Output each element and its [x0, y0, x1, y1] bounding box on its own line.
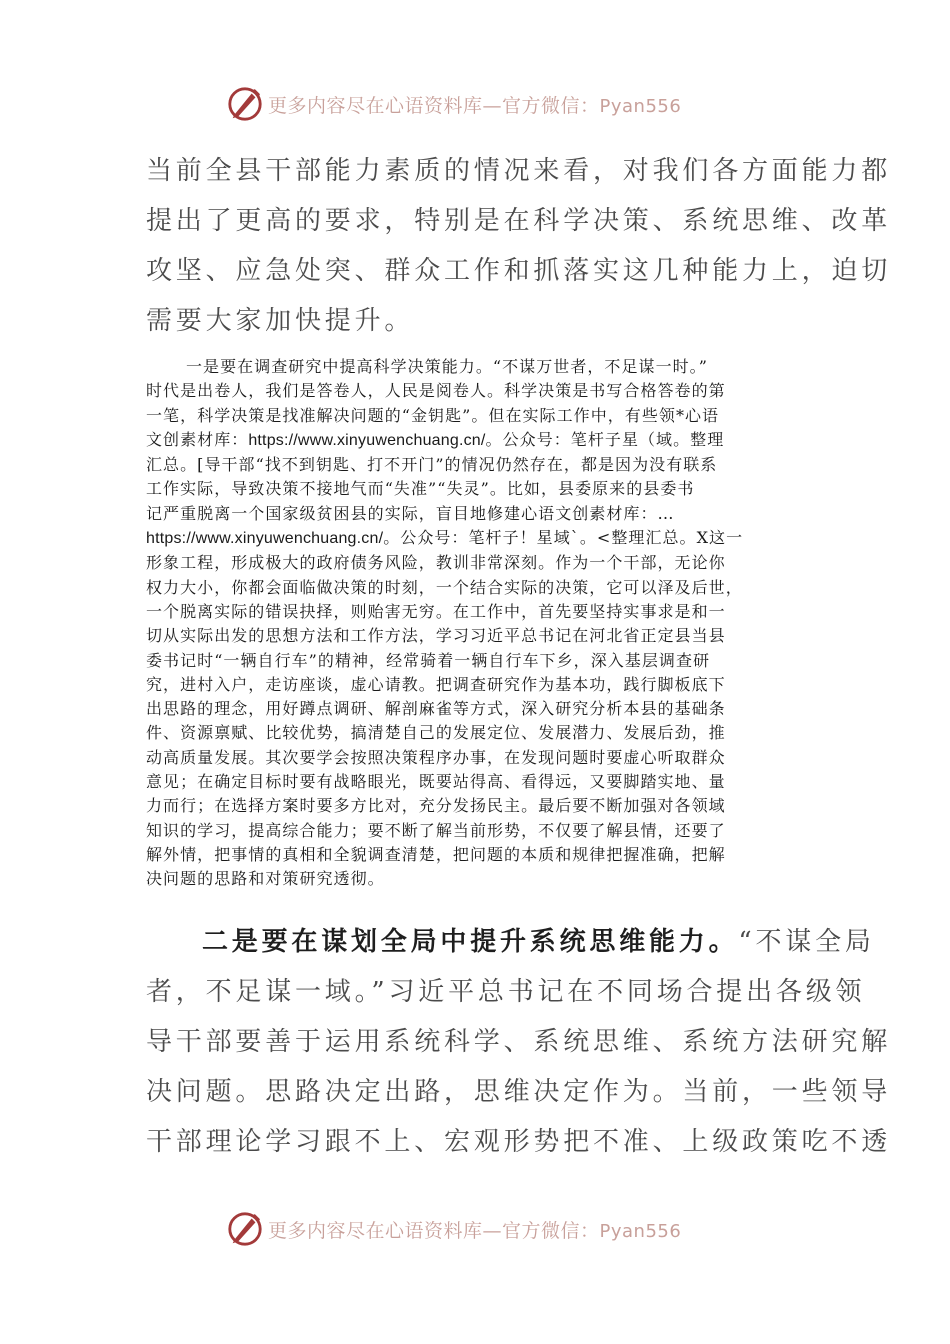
text-line: 力而行；在选择方案时要多方比对，充分发扬民主。最后要不断加强对各领域	[146, 796, 726, 816]
text-line: 汇总。[导干部“找不到钥匙、打不开门”的情况仍然存在，都是因为没有联系	[146, 455, 718, 475]
source-url: https://www.xinyuwenchuang.cn/	[248, 431, 486, 449]
text-line: 究，进村入户，走访座谈，虚心请教。把调查研究作为基本功，践行脚板底下	[146, 674, 726, 694]
text-line: 决问题。思路决定出路，思维决定作为。当前，一些领导	[146, 1077, 892, 1107]
text-line: 出思路的理念，用好蹲点调研、解剖麻雀等方式，深入研究分析本县的基础条	[146, 699, 726, 719]
text-line: 提出了更高的要求，特别是在科学决策、系统思维、改革	[146, 206, 892, 236]
text-line: 意见；在确定目标时要有战略眼光，既要站得高、看得远，又要脚踏实地、量	[146, 772, 726, 792]
text-line: 动高质量发展。其次要学会按照决策程序办事，在发现问题时要虚心听取群众	[146, 747, 726, 767]
pen-logo-icon	[226, 1210, 264, 1248]
text-line: 知识的学习，提高综合能力；要不断了解当前形势，不仅要了解县情，还要了	[146, 820, 726, 840]
text-line: 二是要在谋划全局中提升系统思维能力。“不谋全局	[202, 927, 875, 957]
paragraph-intro	[146, 146, 892, 346]
text-line: 需要大家加快提升。	[146, 306, 415, 336]
text-line: 导干部要善于运用系统科学、系统思维、系统方法研究解	[146, 1027, 892, 1057]
text-line: 记严重脱离一个国家级贫困县的实际，盲目地修建心语文创素材库：…	[146, 503, 675, 523]
text-line: 件、资源禀赋、比较优势，搞清楚自己的发展定位、发展潜力、发展后劲，推	[146, 723, 726, 743]
text-line: 文创素材库：https://www.xinyuwenchuang.cn/。公众号：笔杆子星（域。整理	[146, 429, 725, 449]
pen-logo-icon	[226, 85, 264, 123]
watermark-banner-bottom	[226, 1209, 726, 1249]
text-line: 一个脱离实际的错误抉择，则贻害无穷。在工作中，首先要坚持实事求是和一	[146, 601, 726, 621]
text-line: 一是要在调查研究中提高科学决策能力。“不谋万世者，不足谋一时。”	[186, 357, 708, 376]
paragraph-scientific-decision	[146, 355, 808, 892]
text-line: 决问题的思路和对策研究透彻。	[146, 869, 385, 889]
text-line: 一笔，科学决策是找准解决问题的“金钥匙”。但在实际工作中，有些领*心语	[146, 405, 720, 425]
text-line: https://www.xinyuwenchuang.cn/。公众号：笔杆子！星域`。<整理汇总。X这一	[146, 528, 744, 548]
text-line: 攻坚、应急处突、群众工作和抓落实这几种能力上，迫切	[146, 256, 892, 286]
watermark-text: 更多内容尽在心语资料库—官方微信：Pyan556	[268, 94, 682, 117]
text-line: 权力大小，你都会面临做决策的时刻，一个结合实际的决策，它可以泽及后世，	[146, 577, 743, 597]
source-url: https://www.xinyuwenchuang.cn/	[146, 530, 384, 548]
text-line: 解外情，把事情的真相和全貌调查清楚，把问题的本质和规律把握准确，把解	[146, 844, 726, 864]
text-line: 形象工程，形成极大的政府债务风险，教训非常深刻。作为一个干部，无论你	[146, 553, 726, 573]
text-line: 干部理论学习跟不上、宏观形势把不准、上级政策吃不透	[146, 1127, 892, 1157]
text-line: 当前全县干部能力素质的情况来看，对我们各方面能力都	[146, 156, 892, 186]
watermark-banner-top	[226, 84, 726, 124]
text-line: 时代是出卷人，我们是答卷人，人民是阅卷人。科学决策是书写合格答卷的第	[146, 381, 726, 401]
text-line: 委书记时“一辆自行车”的精神，经常骑着一辆自行车下乡，深入基层调查研	[146, 650, 711, 670]
paragraph-systems-thinking	[146, 917, 892, 1167]
text-line: 切从实际出发的思想方法和工作方法，学习习近平总书记在河北省正定县当县	[146, 626, 726, 646]
watermark-text: 更多内容尽在心语资料库—官方微信：Pyan556	[268, 1219, 682, 1242]
text-line: 者，不足谋一域。”习近平总书记在不同场合提出各级领	[146, 977, 866, 1007]
text-line: 工作实际，导致决策不接地气而“失准”“失灵”。比如，县委原来的县委书	[146, 479, 695, 499]
section-lead: 二是要在谋划全局中提升系统思维能力。	[202, 927, 739, 957]
